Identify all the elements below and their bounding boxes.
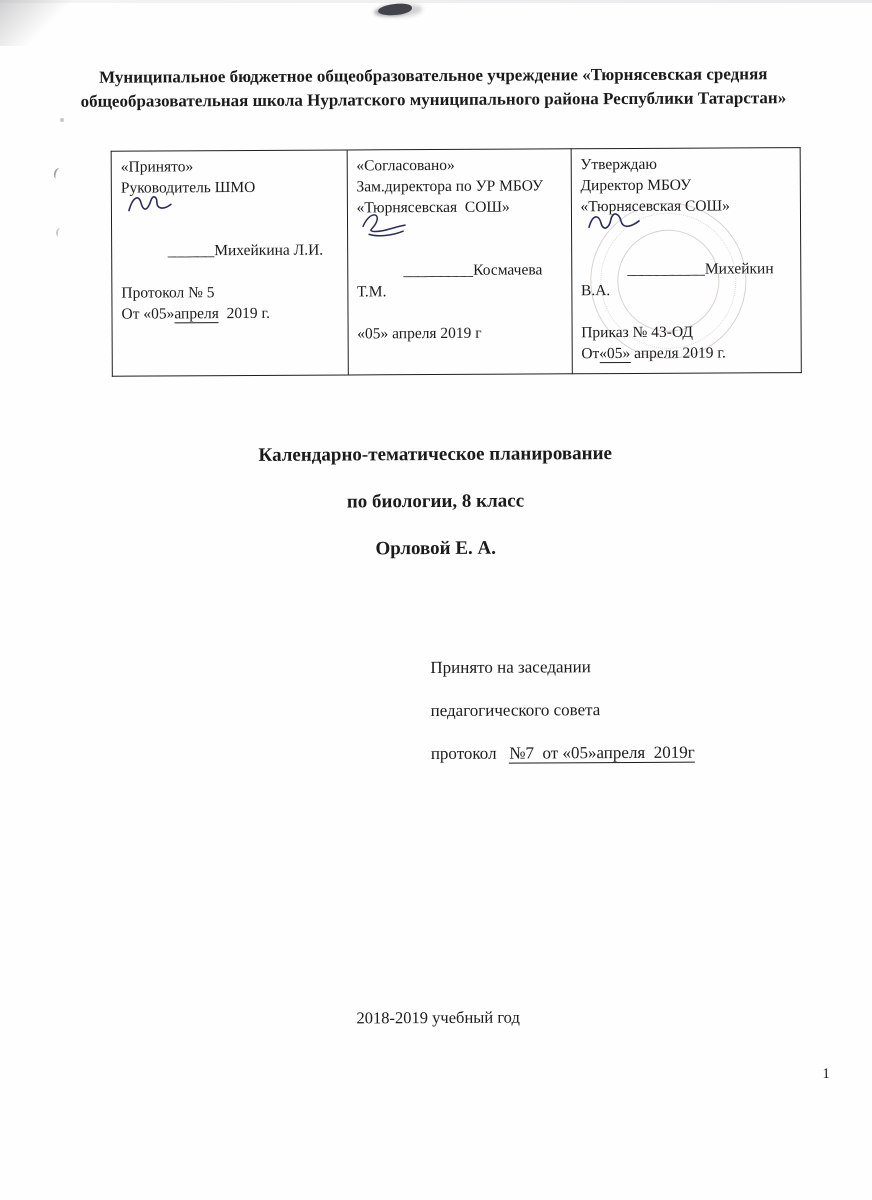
- signature-name: ______Михейкина Л.И.: [167, 241, 324, 260]
- page-number: 1: [822, 1065, 830, 1082]
- approval-date: От«05» апреля 2019 г.: [581, 344, 726, 363]
- signature-line: [581, 216, 793, 322]
- approval-date: От «05»апреля 2019 г.: [121, 304, 270, 323]
- author-name: Орловой Е. А.: [375, 537, 497, 560]
- approval-line: «Тюрнясевская СОШ»: [580, 197, 730, 216]
- approval-line: «Принято»: [120, 158, 194, 176]
- approval-line: Утверждаю: [580, 155, 658, 174]
- approval-line: Зам.директора по УР МБОУ: [356, 177, 544, 196]
- signature-name: __________Михейкин В.А.: [580, 260, 778, 300]
- signature-line: [357, 217, 564, 323]
- approval-table-row: [111, 148, 801, 377]
- approval-cell-agreed: [347, 149, 572, 375]
- approval-cell-approved: [571, 148, 802, 374]
- signature-name: _________Космачева Т.М.: [356, 261, 547, 301]
- institution-header: Муниципальное бюджетное общеобразовательное учреждение «Тюрнясевская средняя общеобразовательная школа Нурлатского муниципального района Республики Татарстан»: [80, 64, 787, 111]
- adoption-protocol-line: протокол №7 от «05»апреля 2019г: [430, 742, 695, 764]
- approval-line: Директор МБОУ: [580, 176, 692, 195]
- approval-line: Приказ № 43-ОД: [581, 323, 693, 342]
- approval-table: [111, 147, 802, 377]
- approval-cell-accepted: [111, 150, 348, 376]
- adoption-line: Принято на заседании: [430, 657, 591, 678]
- approval-date: «05» апреля 2019 г: [357, 324, 482, 343]
- school-year: 2018-2019 учебный год: [356, 1007, 520, 1028]
- approval-line: Протокол № 5: [121, 284, 215, 302]
- approval-line: «Согласовано»: [356, 156, 455, 175]
- document-subtitle: по биологии, 8 класс: [346, 490, 525, 513]
- adoption-block: [430, 645, 695, 775]
- signature-line: [121, 198, 339, 283]
- approval-line: «Тюрнясевская СОШ»: [356, 198, 510, 217]
- document-title: Календарно-тематическое планирование: [258, 443, 613, 466]
- approval-line: Руководитель ШМО: [120, 178, 256, 197]
- adoption-line: педагогического совета: [430, 700, 601, 721]
